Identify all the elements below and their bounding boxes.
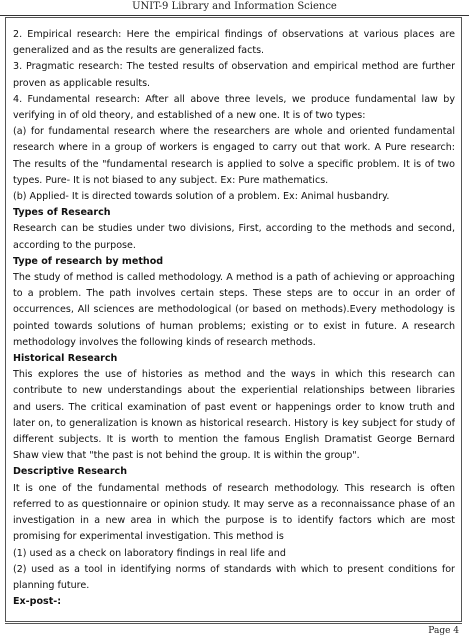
paragraph-pragmatic-research: 3. Pragmatic research: The tested results of observation and empirical method are further proven as applicable results. bbox=[13, 61, 455, 89]
paragraph-descriptive-research: It is one of the fundamental methods of research methodology. This research is often referred to as questionnaire or opinion study. It may serve as a reconnaissance phase of an investigation in a new area in which the purpose is to identify factors which are most promising for experimental investigation. This method is bbox=[13, 482, 455, 543]
heading-historical-research: Historical Research bbox=[13, 353, 118, 365]
heading-ex-post: Ex-post-: bbox=[13, 596, 62, 608]
heading-types-of-research: Types of Research bbox=[13, 207, 111, 219]
paragraph-empirical-research: 2. Empirical research: Here the empirical findings of observations at various places are generalized and as the results are generalized facts. bbox=[13, 29, 455, 57]
page-number: Page 4 bbox=[428, 626, 459, 636]
running-header: UNIT-9 Library and Information Science bbox=[132, 1, 337, 12]
paragraph-types-of-research: Research can be studies under two divisions, First, according to the methods and second, according to the purpose. bbox=[13, 223, 455, 251]
header-divider bbox=[0, 15, 469, 16]
list-item-descriptive-1: (1) used as a check on laboratory findings in real life and bbox=[13, 547, 286, 559]
paragraph-fundamental-type-a: (a) for fundamental research where the researchers are whole and oriented fundamental research where in a group of workers is engaged to carry out that work. A Pure research: The results of the "fundamental research is applied to solve a specific problem. It is of two types. Pure- It is not biased to any subject. Ex: Pure mathematics. bbox=[13, 126, 455, 186]
list-item-descriptive-2: (2) used as a tool in identifying norms of standards with which to present conditions for planning future. bbox=[13, 563, 455, 591]
document-body bbox=[13, 27, 455, 619]
heading-research-by-method: Type of research by method bbox=[13, 255, 164, 267]
paragraph-fundamental-type-b: (b) Applied- It is directed towards solution of a problem. Ex: Animal husbandry. bbox=[13, 191, 390, 203]
paragraph-research-by-method: The study of method is called methodology. A method is a path of achieving or approaching to a problem. The path involves certain steps. These steps are to occur in an order of occurrences, All sciences are methodological (or based on methods).Every methodology is pointed towards solutions of human problems; existing or to exist in future. A research methodology involves the following kinds of research methods. bbox=[13, 272, 455, 348]
paragraph-historical-research: This explores the use of histories as method and the ways in which this research can contribute to new understandings about the experiential relationships between libraries and users. The critical examination of past event or happenings order to know truth and later on, to generalization is known as historical research. History is key subject for study of different subjects. It is worth to mention the famous English Dramatist George Bernard Shaw view that "the past is not behind the group. It is within the group". bbox=[13, 369, 455, 462]
paragraph-fundamental-research: 4. Fundamental research: After all above three levels, we produce fundamental law by verifying in of old theory, and established of a new one. It is of two types: bbox=[13, 93, 455, 122]
heading-descriptive-research: Descriptive Research bbox=[13, 466, 128, 478]
footer-divider bbox=[5, 623, 462, 624]
